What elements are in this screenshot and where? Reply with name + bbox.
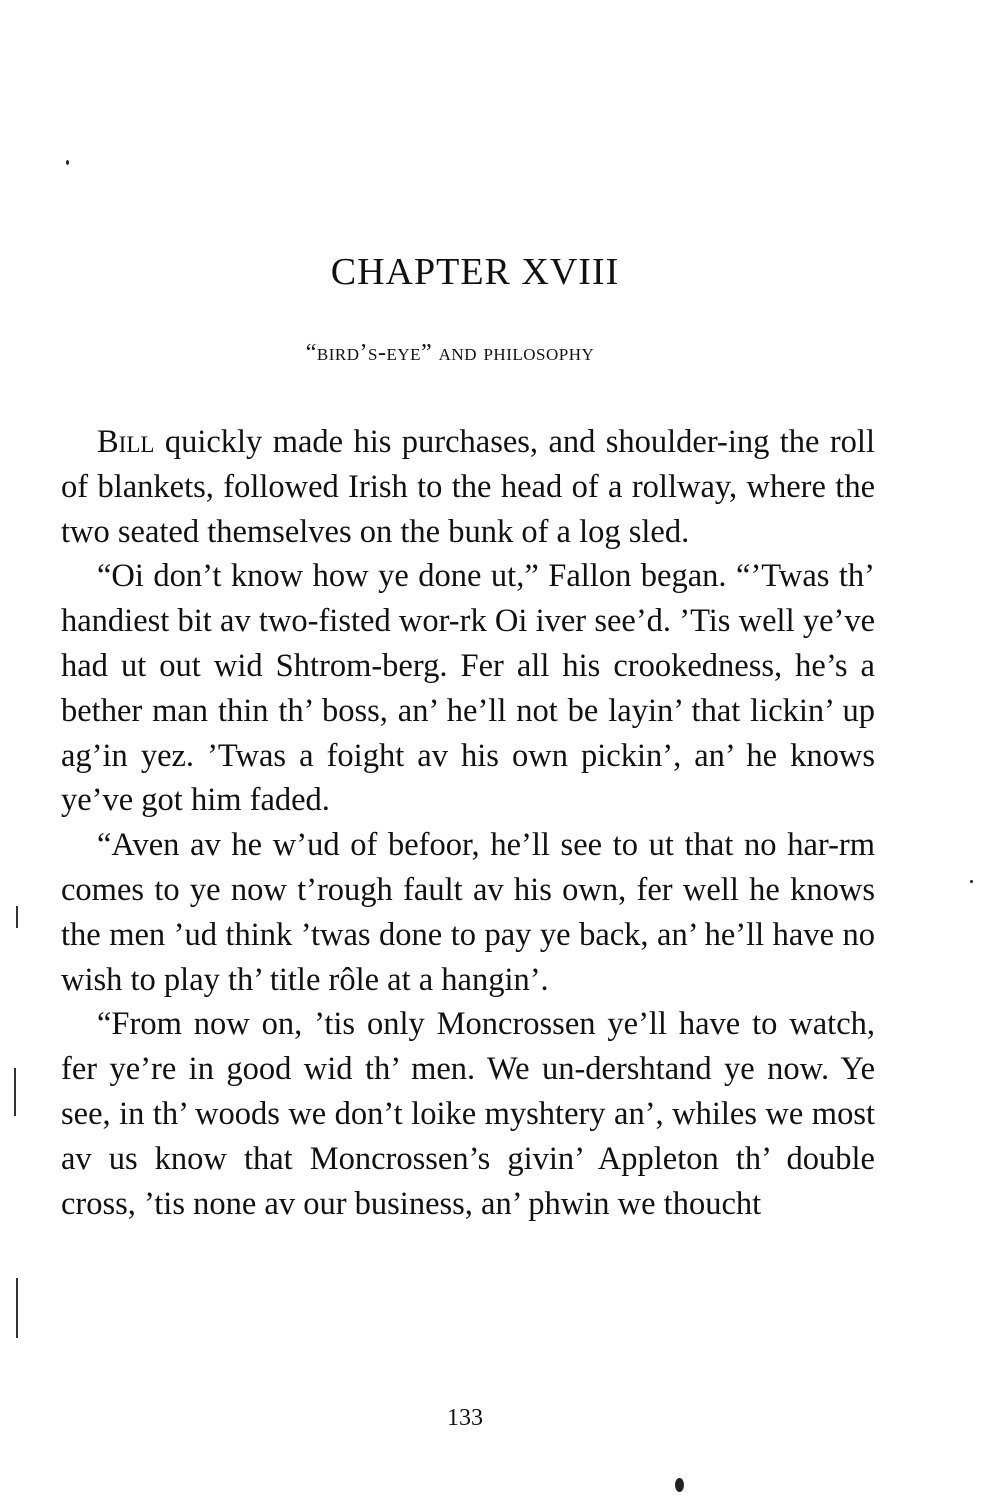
paragraph-1-text: quickly made his purchases, and shoulder-ing the roll of blankets, followed Irish to the head of a rollway, where the two seated themselves on the bunk of a log sled. — [61, 424, 875, 550]
scan-speck — [66, 160, 69, 165]
scan-mark — [16, 1278, 18, 1338]
paragraph-4: “From now on, ’tis only Moncrossen ye’ll have to watch, fer ye’re in good wid th’ men. We un-dershtand ye now. Ye see, in th’ woods we don’t loike myshtery an’, whiles we most av us know that Moncrossen’s givin’ Appleton th’ double cross, ’tis none av our business, an’ phwin we thoucht — [61, 1006, 875, 1222]
body-text — [61, 420, 875, 1226]
scan-speck — [675, 1478, 684, 1492]
paragraph-3: “Aven av he w’ud of befoor, he’ll see to ut that no har-rm comes to ye now t’rough fault av his own, fer well he knows the men ’ud think ’twas done to pay ye back, an’ he’ll have no wish to play th’ title rôle at a hangin’. — [61, 827, 875, 998]
paragraph-1 — [61, 420, 875, 554]
paragraph-2: “Oi don’t know how ye done ut,” Fallon began. “’Twas th’ handiest bit av two-fisted wor-rk Oi iver see’d. ’Tis well ye’ve had ut out wid Shtrom-berg. Fer all his crookedness, he’s a bether man thin th’ boss, an’ he’ll not be layin’ that lickin’ up ag’in yez. ’Twas a foight av his own pickin’, an’ he knows ye’ve got him faded. — [61, 558, 875, 819]
chapter-subtitle-prefix: “bird’s-eye” — [305, 340, 433, 366]
first-word: Bill — [97, 424, 155, 460]
page-number: 133 — [447, 1405, 483, 1431]
scan-mark — [16, 906, 18, 928]
scan-speck — [970, 880, 973, 883]
chapter-title: CHAPTER XVIII — [330, 251, 620, 293]
chapter-subtitle — [0, 340, 900, 367]
scan-mark — [14, 1068, 16, 1116]
chapter-subtitle-rest: and philosophy — [438, 340, 595, 366]
